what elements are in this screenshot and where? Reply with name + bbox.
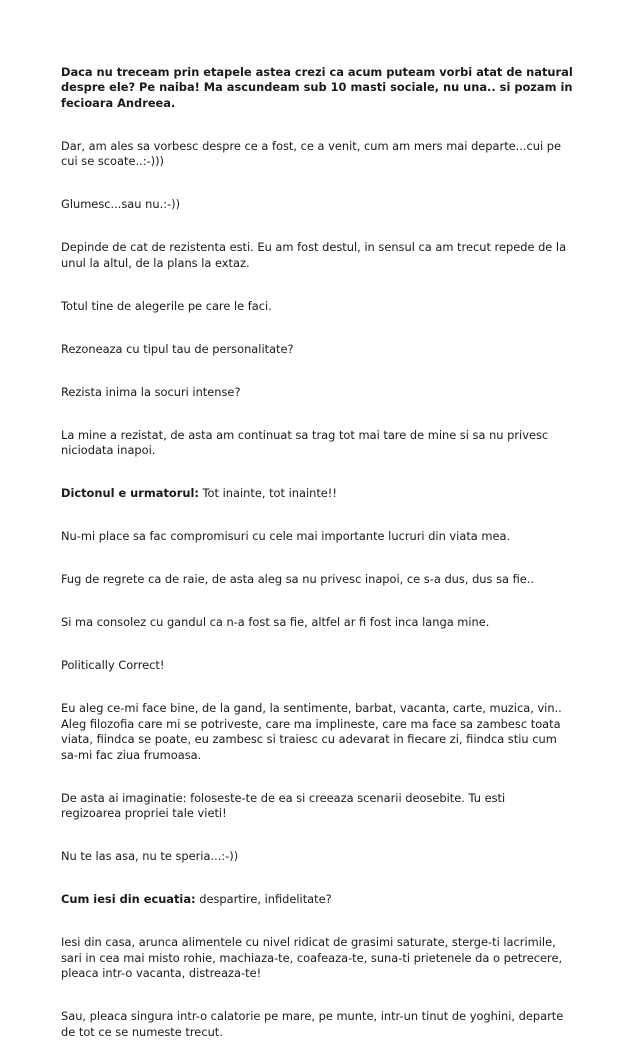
paragraph-text: Totul tine de alegerile pe care le faci. bbox=[61, 298, 272, 313]
paragraph bbox=[61, 225, 581, 272]
paragraph-text: Depinde de cat de rezistenta esti. Eu am fost destul, in sensul ca am trecut repede de la unul la altul, de la plans la extaz. bbox=[61, 240, 567, 270]
paragraph-text: Si ma consolez cu gandul ca n-a fost sa fie, altfel ar fi fost inca langa mine. bbox=[61, 615, 490, 629]
paragraph-text: despartire, infidelitate? bbox=[195, 892, 332, 906]
paragraph bbox=[61, 369, 581, 400]
paragraph-text: Tot inainte, tot inainte!! bbox=[198, 486, 337, 500]
paragraph-text: Politically Correct! bbox=[61, 658, 165, 672]
paragraph bbox=[61, 834, 581, 865]
paragraph-text: Rezista inima la socuri intense? bbox=[61, 384, 241, 399]
paragraph bbox=[61, 643, 581, 674]
paragraph-text: Sau, pleaca singura intr-o calatorie pe mare, pe munte, intr-un tinut de yoghini, departe de tot ce se numeste trecut. bbox=[61, 1009, 564, 1039]
paragraph bbox=[61, 326, 581, 357]
paragraph-text: La mine a rezistat, de asta am continuat sa trag tot mai tare de mine si sa nu privesc niciodata inapoi. bbox=[61, 427, 549, 457]
paragraph bbox=[61, 123, 581, 170]
paragraph-text: Rezoneaza cu tipul tau de personalitate? bbox=[61, 341, 294, 356]
paragraph bbox=[61, 557, 581, 588]
paragraph-text: Nu-mi place sa fac compromisuri cu cele mai importante lucruri din viata mea. bbox=[61, 529, 511, 543]
paragraph bbox=[61, 283, 581, 314]
paragraph-text: Dar, am ales sa vorbesc despre ce a fost, ce a venit, cum am mers mai departe...cui pe cui se scoate..:-))) bbox=[61, 138, 562, 168]
paragraph-intro bbox=[61, 49, 581, 111]
paragraph bbox=[61, 514, 581, 545]
paragraph bbox=[61, 412, 581, 459]
paragraph bbox=[61, 182, 581, 213]
paragraph-motto bbox=[61, 471, 581, 502]
paragraph-lead: Dictonul e urmatorul: bbox=[61, 486, 199, 500]
paragraph-text: Fug de regrete ca de raie, de asta aleg sa nu privesc inapoi, ce s-a dus, dus sa fie.. bbox=[61, 572, 535, 586]
paragraph bbox=[61, 920, 581, 982]
paragraph bbox=[61, 600, 581, 631]
paragraph bbox=[61, 775, 581, 822]
paragraph-text: Glumesc...sau nu.:-)) bbox=[61, 197, 181, 211]
paragraph-text: Nu te las asa, nu te speria...:-)) bbox=[61, 849, 239, 863]
paragraph-text: Eu aleg ce-mi face bine, de la gand, la sentimente, barbat, vacanta, carte, muzica, vin.. Aleg filozofia care mi se potriveste, care ma implineste, care ma face sa zambesc toata viata, fiindca se poate, eu zambesc si traiesc cu adevarat in fiecare zi, fiindca stiu cum sa-mi fac ziua frumoasa. bbox=[61, 701, 562, 762]
paragraph bbox=[61, 686, 581, 764]
paragraph-text: De asta ai imaginatie: foloseste-te de ea si creeaza scenarii deosebite. Tu esti regizoarea propriei tale vieti! bbox=[61, 790, 506, 820]
paragraph-text: Iesi din casa, arunca alimentele cu nivel ridicat de grasimi saturate, sterge-ti lacrimile, sari in cea mai misto rohie, machiaza-te, coafeaza-te, suna-ti prietenele da o petrecere, pleaca intr-o vacanta, distreaza-te! bbox=[61, 935, 563, 980]
document-body bbox=[61, 49, 581, 1052]
paragraph-lead: Cum iesi din ecuatia: bbox=[61, 892, 196, 906]
paragraph-text: Daca nu treceam prin etapele astea crezi ca acum puteam vorbi atat de natural despre ele? Pe naiba! Ma ascundeam sub 10 masti sociale, nu una.. si pozam in fecioara Andreea. bbox=[61, 64, 573, 110]
paragraph bbox=[61, 994, 581, 1041]
